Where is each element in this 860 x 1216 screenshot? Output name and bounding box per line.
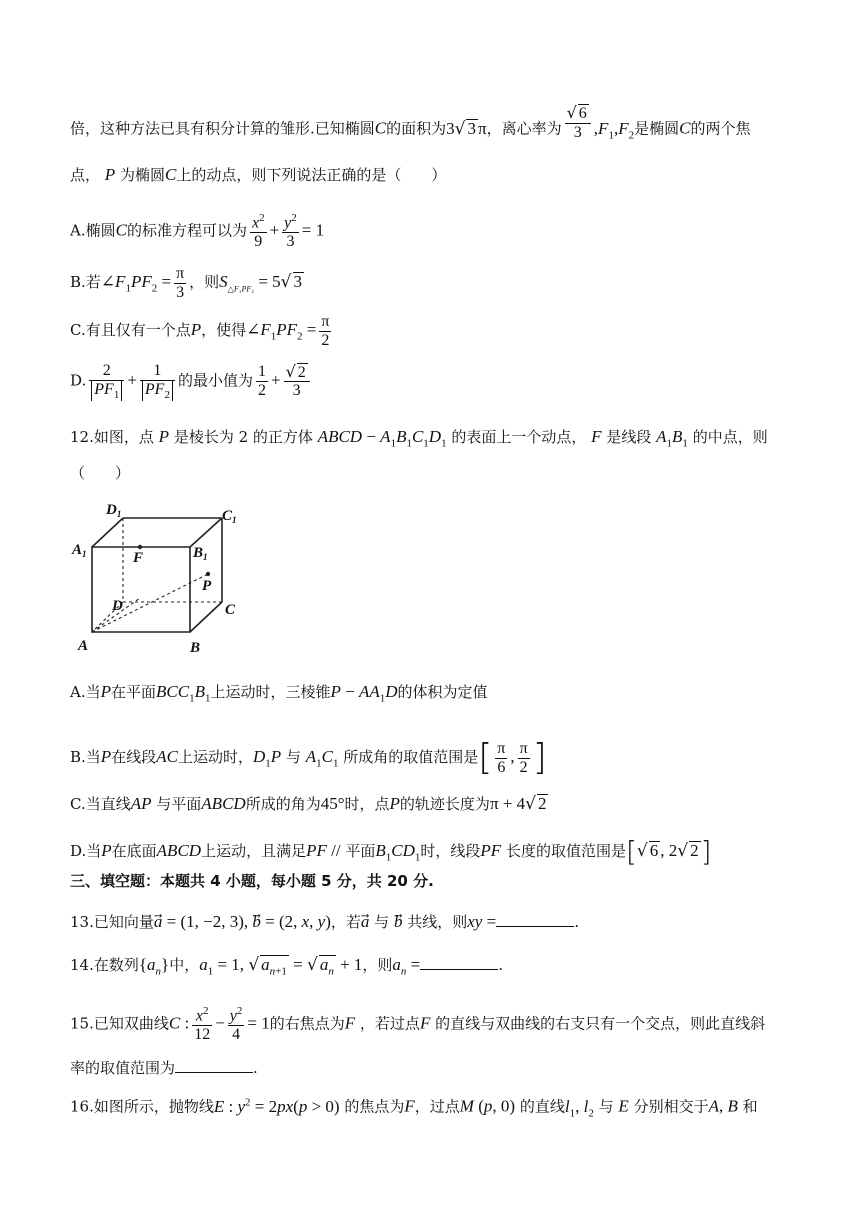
q14-answer-blank[interactable] bbox=[420, 955, 498, 970]
label-d: D bbox=[112, 598, 123, 614]
q12-option-d: D.当P在底面ABCD上运动，且满足PF // 平面$B_1CD_1$时，线段PF 长度的取值范围是[√ 6 , 2√ 2] bbox=[70, 835, 712, 868]
label-a: A bbox=[78, 638, 89, 654]
q12-option-b: B.当P在线段AC上运动时，$D_1P$ 与 $A_1C_1$ 所成角的取值范围是[ $\frac{\pi}{6}$ , $\frac{\pi}{2}$ ] bbox=[70, 737, 547, 779]
q15-line2: 率的取值范围为 . bbox=[70, 1059, 258, 1077]
q12-stem-line1: 12.如图，点 P 是棱长为 2 的正方体 ABCD − $A_1B_1C_1D_1$ 的表面上一个动点， F 是线段 $A_1B_1$ 的中点，则 bbox=[70, 427, 768, 450]
label-b: B bbox=[190, 640, 201, 656]
cube-figure bbox=[70, 492, 260, 662]
q11-option-a: A.椭圆C的标准方程可以为 $\frac{x^2}{9}$ + $\frac{y^2}{3}$ = 1 bbox=[70, 212, 325, 250]
label-p: P bbox=[202, 578, 212, 594]
q16: 16.如图所示，抛物线E : $y^2 = 2px(p > 0)$ 的焦点为F，过点M (p, 0) 的直线$l_1$, $l_2$ 与 E 分别相交于A, B 和 bbox=[70, 1096, 758, 1120]
q14: 14.在数列$\{a_n\}$中，$a_1 = 1$, √ $a_{n+1}$ = √ $a_n + 1$，则$a_n$ = . bbox=[70, 955, 504, 978]
q11-option-b: B.若$\angle F_1PF_2$ = $\frac{\pi}{3}$ ，则$S_{\triangle F_1PF_2} = 5√$ 3 bbox=[70, 265, 303, 301]
q11-stem-line1: 倍，这种方法已具有积分计算的雏形.已知椭圆C的面积为3√ 3 π，离心率为 $\frac{√ 6}{3}$ $,F_1,F_2$是椭圆C的两个焦 bbox=[70, 103, 751, 141]
section-3-heading: 三、填空题：本题共 4 小题，每小题 5 分，共 20 分. bbox=[70, 872, 434, 890]
q13-answer-blank[interactable] bbox=[496, 912, 574, 927]
q15-answer-blank[interactable] bbox=[175, 1058, 253, 1073]
q12-stem-paren: （ ） bbox=[70, 464, 131, 482]
q12-option-a: A.当P在平面$BCC_1B_1$上运动时，三棱锥$P - AA_1D$的体积为定值 bbox=[70, 682, 488, 705]
q15-line1: 15.已知双曲线C : $\frac{x^2}{12}$ − $\frac{y^2}{4}$ = 1的右焦点为F ，若过点F 的直线与双曲线的右支只有一个交点，则此直线斜 bbox=[70, 1005, 766, 1043]
label-f: F bbox=[133, 550, 144, 566]
q11-option-c: C.有且仅有一个点P，使得$\angle F_1PF_2$ = $\frac{\pi}{2}$ bbox=[70, 313, 330, 349]
q11-option-d: D. $\frac{2}{PF_1}$ + $\frac{1}{PF_2}$ 的最小值为 $\frac{1}{2}$ + $\frac{√ 2}{3}$ bbox=[70, 362, 313, 401]
label-a1: $A_1$ bbox=[72, 542, 87, 559]
label-c: C bbox=[225, 602, 236, 618]
q13: 13.已知向量a⃗ = (1, −2, 3), b⃗ = (2, x, y)，若a 与 b 共线，则xy = . bbox=[70, 912, 579, 931]
label-c1: $C_1$ bbox=[222, 508, 237, 525]
label-d1: $D_1$ bbox=[106, 502, 122, 519]
q11-stem-line2: 点， P 为椭圆C上的动点，则下列说法正确的是（ ） bbox=[70, 165, 447, 184]
label-b1: $B_1$ bbox=[193, 545, 208, 562]
q12-option-c: C.当直线AP 与平面ABCD所成的角为45°时，点P的轨迹长度为π + 4√ 2 bbox=[70, 794, 547, 814]
